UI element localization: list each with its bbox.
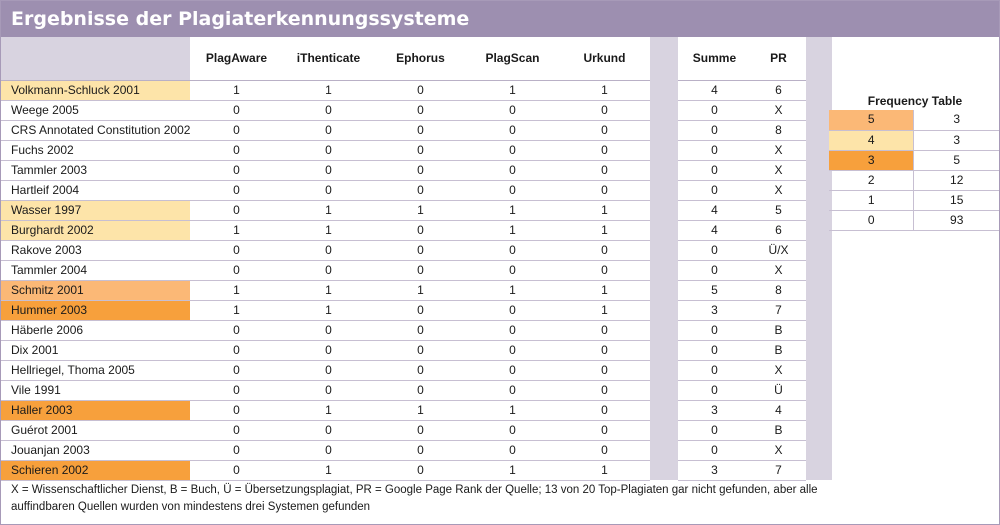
result-cell: 1	[558, 80, 650, 100]
result-cell: 0	[190, 140, 282, 160]
row-source-name: Schieren 2002	[1, 460, 190, 480]
summe-cell: 0	[678, 440, 750, 460]
frequency-row	[829, 170, 999, 190]
row-source-name: Hellriegel, Thoma 2005	[1, 360, 190, 380]
result-cell: 1	[466, 200, 558, 220]
column-gap	[650, 100, 678, 120]
result-cell: 0	[190, 180, 282, 200]
result-cell: 0	[466, 100, 558, 120]
result-cell: 0	[374, 420, 466, 440]
table-row	[1, 220, 832, 240]
result-cell: 0	[558, 380, 650, 400]
result-cell: 0	[466, 140, 558, 160]
frequency-sum-value: 5	[829, 110, 914, 130]
result-cell: 0	[282, 240, 374, 260]
result-cell: 0	[374, 340, 466, 360]
result-cell: 0	[374, 360, 466, 380]
pr-cell: 6	[750, 220, 806, 240]
table-row	[1, 80, 832, 100]
result-cell: 0	[374, 300, 466, 320]
summe-cell: 0	[678, 340, 750, 360]
column-gap	[806, 400, 832, 420]
header-row	[1, 37, 832, 80]
pr-cell: B	[750, 340, 806, 360]
result-cell: 0	[374, 220, 466, 240]
result-cell: 0	[190, 240, 282, 260]
result-cell: 0	[466, 420, 558, 440]
column-gap	[806, 37, 832, 80]
result-cell: 0	[558, 100, 650, 120]
result-cell: 0	[558, 420, 650, 440]
result-cell: 0	[466, 180, 558, 200]
column-gap	[650, 140, 678, 160]
pr-cell: Ü	[750, 380, 806, 400]
column-gap	[650, 260, 678, 280]
result-cell: 1	[558, 200, 650, 220]
result-cell: 0	[190, 200, 282, 220]
column-header: Urkund	[558, 37, 650, 80]
column-gap	[806, 440, 832, 460]
result-cell: 1	[374, 280, 466, 300]
row-source-name: Rakove 2003	[1, 240, 190, 260]
frequency-table-body	[829, 110, 999, 230]
frequency-count: 12	[914, 170, 999, 190]
result-cell: 1	[466, 400, 558, 420]
column-header: PlagAware	[190, 37, 282, 80]
result-cell: 0	[558, 180, 650, 200]
frequency-count: 3	[914, 130, 999, 150]
column-gap	[650, 120, 678, 140]
column-gap	[806, 380, 832, 400]
table-row	[1, 360, 832, 380]
result-cell: 0	[282, 100, 374, 120]
frequency-sum-value: 1	[829, 190, 914, 210]
result-cell: 0	[374, 100, 466, 120]
table-row	[1, 300, 832, 320]
column-header: PlagScan	[466, 37, 558, 80]
result-cell: 1	[558, 300, 650, 320]
table-row	[1, 400, 832, 420]
result-cell: 0	[282, 360, 374, 380]
result-cell: 0	[282, 140, 374, 160]
result-cell: 0	[558, 320, 650, 340]
result-cell: 0	[282, 260, 374, 280]
column-gap	[650, 460, 678, 480]
pr-cell: X	[750, 440, 806, 460]
summe-cell: 0	[678, 360, 750, 380]
pr-cell: X	[750, 100, 806, 120]
panel-title: Ergebnisse der Plagiaterkennungssysteme	[1, 1, 999, 37]
pr-cell: B	[750, 320, 806, 340]
result-cell: 0	[466, 320, 558, 340]
frequency-table-title: Frequency Table	[867, 94, 963, 108]
summe-cell: 5	[678, 280, 750, 300]
result-cell: 0	[374, 180, 466, 200]
result-cell: 0	[374, 260, 466, 280]
result-cell: 1	[282, 80, 374, 100]
frequency-row	[829, 110, 999, 130]
table-row	[1, 440, 832, 460]
column-gap	[650, 320, 678, 340]
column-gap	[806, 240, 832, 260]
table-row	[1, 420, 832, 440]
column-gap	[806, 260, 832, 280]
row-source-name: Vile 1991	[1, 380, 190, 400]
table-row	[1, 100, 832, 120]
result-cell: 0	[374, 380, 466, 400]
result-cell: 1	[558, 280, 650, 300]
pr-cell: Ü/X	[750, 240, 806, 260]
column-gap	[650, 280, 678, 300]
pr-cell: X	[750, 360, 806, 380]
frequency-count: 93	[914, 210, 999, 230]
result-cell: 0	[282, 320, 374, 340]
row-source-name: Schmitz 2001	[1, 280, 190, 300]
row-source-name: Burghardt 2002	[1, 220, 190, 240]
pr-cell: 8	[750, 280, 806, 300]
summe-cell: 0	[678, 100, 750, 120]
result-cell: 1	[558, 460, 650, 480]
summe-cell: 4	[678, 80, 750, 100]
result-cell: 0	[190, 440, 282, 460]
column-gap	[650, 240, 678, 260]
summe-cell: 0	[678, 120, 750, 140]
result-cell: 0	[466, 340, 558, 360]
result-cell: 0	[190, 380, 282, 400]
pr-cell: 4	[750, 400, 806, 420]
summe-cell: 4	[678, 200, 750, 220]
row-source-name: Volkmann-Schluck 2001	[1, 80, 190, 100]
result-cell: 0	[190, 100, 282, 120]
result-cell: 0	[282, 380, 374, 400]
result-cell: 0	[190, 260, 282, 280]
row-source-name: Haller 2003	[1, 400, 190, 420]
row-source-name: Weege 2005	[1, 100, 190, 120]
column-gap	[806, 340, 832, 360]
pr-cell: B	[750, 420, 806, 440]
column-gap	[650, 380, 678, 400]
frequency-row	[829, 210, 999, 230]
result-cell: 1	[190, 280, 282, 300]
table-row	[1, 380, 832, 400]
result-cell: 0	[558, 340, 650, 360]
table-row	[1, 260, 832, 280]
frequency-sum-value: 2	[829, 170, 914, 190]
column-gap	[650, 360, 678, 380]
table-row	[1, 200, 832, 220]
column-gap	[650, 200, 678, 220]
result-cell: 1	[374, 200, 466, 220]
result-cell: 1	[282, 200, 374, 220]
frequency-row	[829, 150, 999, 170]
summe-cell: 4	[678, 220, 750, 240]
result-cell: 0	[282, 120, 374, 140]
result-cell: 0	[558, 160, 650, 180]
column-gap	[806, 320, 832, 340]
result-cell: 0	[282, 180, 374, 200]
result-cell: 0	[558, 260, 650, 280]
result-cell: 0	[466, 380, 558, 400]
result-cell: 0	[190, 360, 282, 380]
results-table	[1, 37, 832, 481]
result-cell: 0	[558, 440, 650, 460]
result-cell: 0	[558, 400, 650, 420]
frequency-count: 3	[914, 110, 999, 130]
column-gap	[650, 180, 678, 200]
result-cell: 1	[466, 280, 558, 300]
result-cell: 1	[190, 80, 282, 100]
frequency-count: 15	[914, 190, 999, 210]
column-gap	[806, 280, 832, 300]
column-gap	[650, 220, 678, 240]
column-gap	[806, 460, 832, 480]
result-cell: 0	[374, 460, 466, 480]
summe-cell: 0	[678, 260, 750, 280]
column-gap	[650, 160, 678, 180]
column-gap	[650, 80, 678, 100]
result-cell: 1	[466, 460, 558, 480]
result-cell: 0	[190, 400, 282, 420]
pr-cell: 7	[750, 460, 806, 480]
result-cell: 1	[282, 220, 374, 240]
summe-cell: 0	[678, 180, 750, 200]
result-cell: 0	[282, 160, 374, 180]
column-gap	[806, 420, 832, 440]
table-row	[1, 140, 832, 160]
table-row	[1, 340, 832, 360]
result-cell: 1	[282, 460, 374, 480]
result-cell: 0	[558, 240, 650, 260]
result-cell: 1	[466, 220, 558, 240]
frequency-row	[829, 130, 999, 150]
pr-cell: 5	[750, 200, 806, 220]
summe-cell: 0	[678, 420, 750, 440]
pr-cell: X	[750, 160, 806, 180]
row-source-name: Wasser 1997	[1, 200, 190, 220]
summe-cell: 0	[678, 320, 750, 340]
name-column-header	[1, 37, 190, 80]
summe-cell: 0	[678, 240, 750, 260]
summe-cell: 3	[678, 300, 750, 320]
table-row	[1, 320, 832, 340]
result-cell: 0	[558, 120, 650, 140]
result-cell: 0	[190, 460, 282, 480]
column-header: Ephorus	[374, 37, 466, 80]
result-cell: 1	[282, 280, 374, 300]
result-cell: 0	[374, 240, 466, 260]
row-source-name: Guérot 2001	[1, 420, 190, 440]
result-cell: 0	[190, 120, 282, 140]
frequency-count: 5	[914, 150, 999, 170]
result-cell: 0	[466, 120, 558, 140]
column-gap	[806, 360, 832, 380]
frequency-row	[829, 190, 999, 210]
column-gap	[650, 440, 678, 460]
row-source-name: Dix 2001	[1, 340, 190, 360]
column-gap	[806, 300, 832, 320]
result-cell: 0	[466, 240, 558, 260]
row-source-name: Jouanjan 2003	[1, 440, 190, 460]
pr-cell: X	[750, 140, 806, 160]
column-gap	[650, 300, 678, 320]
row-source-name: Fuchs 2002	[1, 140, 190, 160]
result-cell: 0	[466, 260, 558, 280]
table-row	[1, 280, 832, 300]
row-source-name: Tammler 2004	[1, 260, 190, 280]
table-row	[1, 160, 832, 180]
result-cell: 0	[374, 120, 466, 140]
result-cell: 0	[374, 140, 466, 160]
column-gap	[650, 400, 678, 420]
frequency-sum-value: 3	[829, 150, 914, 170]
column-header: PR	[750, 37, 806, 80]
result-cell: 1	[374, 400, 466, 420]
result-cell: 0	[190, 320, 282, 340]
result-cell: 0	[282, 420, 374, 440]
pr-cell: 8	[750, 120, 806, 140]
result-cell: 0	[190, 340, 282, 360]
result-cell: 1	[282, 400, 374, 420]
table-row	[1, 180, 832, 200]
result-cell: 0	[282, 340, 374, 360]
result-cell: 0	[466, 160, 558, 180]
result-cell: 1	[282, 300, 374, 320]
pr-cell: 7	[750, 300, 806, 320]
result-cell: 0	[374, 160, 466, 180]
results-table-body	[1, 80, 832, 480]
table-row	[1, 460, 832, 480]
summe-cell: 0	[678, 160, 750, 180]
summe-cell: 3	[678, 460, 750, 480]
row-source-name: Häberle 2006	[1, 320, 190, 340]
row-source-name: Hummer 2003	[1, 300, 190, 320]
result-cell: 0	[374, 440, 466, 460]
frequency-sum-value: 4	[829, 130, 914, 150]
table-row	[1, 240, 832, 260]
pr-cell: 6	[750, 80, 806, 100]
row-source-name: Tammler 2003	[1, 160, 190, 180]
result-cell: 0	[190, 420, 282, 440]
footnote: X = Wissenschaftlicher Dienst, B = Buch, Ü = Übersetzungsplagiat, PR = Google Page Rank der Quelle; 13 von 20 Top-Plagiaten gar nicht gefunden, aber alle auffindbaren Quellen wurden von mindestens drei Systemen gefunden	[11, 484, 818, 513]
result-cell: 0	[374, 320, 466, 340]
column-header: Summe	[678, 37, 750, 80]
result-cell: 1	[190, 300, 282, 320]
column-gap	[650, 340, 678, 360]
column-gap	[650, 420, 678, 440]
row-source-name: Hartleif 2004	[1, 180, 190, 200]
result-cell: 0	[466, 440, 558, 460]
result-cell: 0	[190, 160, 282, 180]
column-header: iThenticate	[282, 37, 374, 80]
result-cell: 0	[558, 140, 650, 160]
result-cell: 0	[374, 80, 466, 100]
frequency-table	[829, 110, 999, 231]
result-cell: 1	[190, 220, 282, 240]
column-gap	[650, 37, 678, 80]
result-cell: 0	[558, 360, 650, 380]
result-cell: 0	[282, 440, 374, 460]
summe-cell: 0	[678, 380, 750, 400]
result-cell: 0	[466, 360, 558, 380]
frequency-sum-value: 0	[829, 210, 914, 230]
pr-cell: X	[750, 180, 806, 200]
table-row	[1, 120, 832, 140]
summe-cell: 0	[678, 140, 750, 160]
result-cell: 1	[466, 80, 558, 100]
pr-cell: X	[750, 260, 806, 280]
result-cell: 1	[558, 220, 650, 240]
row-source-name: CRS Annotated Constitution 2002	[1, 120, 190, 140]
summe-cell: 3	[678, 400, 750, 420]
result-cell: 0	[466, 300, 558, 320]
